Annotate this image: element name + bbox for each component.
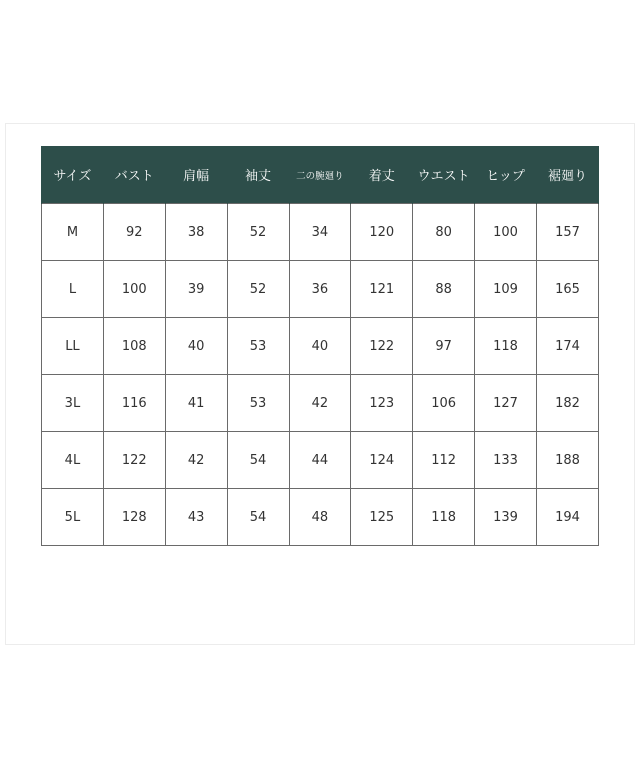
- header-row: [42, 146, 599, 204]
- table-cell: M: [42, 204, 104, 261]
- table-cell: 118: [413, 489, 475, 546]
- table-cell: 43: [165, 489, 227, 546]
- table-cell: 123: [351, 375, 413, 432]
- table-cell: 52: [227, 261, 289, 318]
- header-hem: 裾廻り: [537, 146, 599, 204]
- table-cell: 48: [289, 489, 351, 546]
- table-cell: 157: [537, 204, 599, 261]
- header-shoulder-width: 肩幅: [165, 146, 227, 204]
- table-cell: 3L: [42, 375, 104, 432]
- table-cell: 5L: [42, 489, 104, 546]
- header-hip: ヒップ: [475, 146, 537, 204]
- table-cell: 188: [537, 432, 599, 489]
- table-cell: 125: [351, 489, 413, 546]
- table-cell: 36: [289, 261, 351, 318]
- table-cell: 133: [475, 432, 537, 489]
- table-cell: 100: [103, 261, 165, 318]
- table-cell: L: [42, 261, 104, 318]
- table-cell: LL: [42, 318, 104, 375]
- table-row: [42, 318, 599, 375]
- table-cell: 165: [537, 261, 599, 318]
- table-cell: 100: [475, 204, 537, 261]
- table-cell: 42: [165, 432, 227, 489]
- table-cell: 88: [413, 261, 475, 318]
- table-cell: 40: [165, 318, 227, 375]
- table-cell: 122: [351, 318, 413, 375]
- table-cell: 53: [227, 318, 289, 375]
- header-size: サイズ: [42, 146, 104, 204]
- table-cell: 139: [475, 489, 537, 546]
- table-cell: 92: [103, 204, 165, 261]
- table-cell: 97: [413, 318, 475, 375]
- table-cell: 39: [165, 261, 227, 318]
- header-bust: バスト: [103, 146, 165, 204]
- header-upper-arm: 二の腕廻り: [289, 146, 351, 204]
- table-row: [42, 375, 599, 432]
- table-cell: 52: [227, 204, 289, 261]
- table-cell: 118: [475, 318, 537, 375]
- table-cell: 42: [289, 375, 351, 432]
- table-cell: 80: [413, 204, 475, 261]
- table-cell: 194: [537, 489, 599, 546]
- table-cell: 121: [351, 261, 413, 318]
- table-cell: 174: [537, 318, 599, 375]
- table-cell: 54: [227, 489, 289, 546]
- table-row: [42, 489, 599, 546]
- table-cell: 120: [351, 204, 413, 261]
- table-cell: 112: [413, 432, 475, 489]
- table-cell: 128: [103, 489, 165, 546]
- table-row: [42, 204, 599, 261]
- table-cell: 106: [413, 375, 475, 432]
- table-cell: 182: [537, 375, 599, 432]
- header-waist: ウエスト: [413, 146, 475, 204]
- table-cell: 122: [103, 432, 165, 489]
- table-row: [42, 261, 599, 318]
- table-row: [42, 432, 599, 489]
- table-cell: 44: [289, 432, 351, 489]
- table-cell: 54: [227, 432, 289, 489]
- table-cell: 109: [475, 261, 537, 318]
- table-cell: 53: [227, 375, 289, 432]
- table-cell: 38: [165, 204, 227, 261]
- header-sleeve-length: 袖丈: [227, 146, 289, 204]
- table-cell: 40: [289, 318, 351, 375]
- header-length: 着丈: [351, 146, 413, 204]
- table-cell: 124: [351, 432, 413, 489]
- table-cell: 34: [289, 204, 351, 261]
- table-cell: 41: [165, 375, 227, 432]
- table-cell: 116: [103, 375, 165, 432]
- table-cell: 4L: [42, 432, 104, 489]
- table-cell: 108: [103, 318, 165, 375]
- size-chart-table: [41, 146, 599, 546]
- table-cell: 127: [475, 375, 537, 432]
